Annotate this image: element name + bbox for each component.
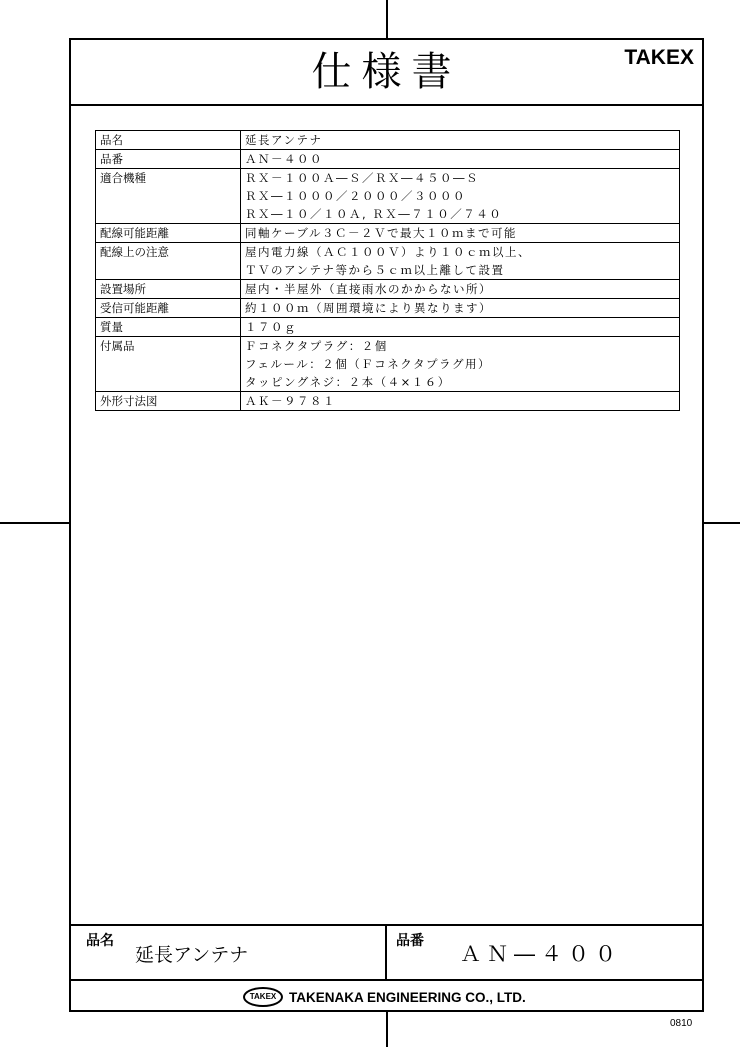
spec-value-line: フェルール：２個（Ｆコネクタプラグ用） [245, 357, 491, 371]
spec-key: 付属品 [96, 337, 241, 392]
spec-key: 品名 [96, 131, 241, 150]
footer-number-value: ＡＮ―４００ [460, 942, 622, 966]
spec-value-line: Ｆコネクタプラグ：２個 [245, 339, 388, 353]
spec-value-line: タッピングネジ：２本（４×１６） [245, 375, 451, 389]
spec-value [241, 280, 680, 299]
page-title: 仕様書 [311, 49, 462, 95]
company-name: TAKENAKA ENGINEERING CO., LTD. [289, 989, 526, 1005]
spec-value [241, 224, 680, 243]
footer-name-value: 延長アンテナ [135, 944, 249, 966]
spec-value-line: １７０ｇ [245, 320, 297, 334]
spec-value [241, 150, 680, 169]
spec-value-line: ＴＶのアンテナ等から５ｃｍ以上離して設置 [245, 263, 505, 277]
spec-value [241, 337, 680, 392]
footer-divider-middle [385, 924, 387, 980]
spec-row [96, 299, 680, 318]
spec-value-line: 延長アンテナ [245, 133, 323, 147]
spec-row [96, 243, 680, 280]
footer-number-label: 品番 [396, 933, 424, 949]
spec-table [95, 130, 680, 411]
crop-mark-bottom [386, 1012, 388, 1047]
footer-divider-bottom [69, 979, 704, 981]
spec-value [241, 243, 680, 280]
header-divider [69, 104, 704, 106]
spec-key: 設置場所 [96, 280, 241, 299]
spec-value-line: ＡＫ－９７８１ [245, 394, 336, 408]
spec-row [96, 150, 680, 169]
crop-mark-left [0, 522, 69, 524]
spec-row [96, 318, 680, 337]
spec-row [96, 169, 680, 224]
spec-row [96, 131, 680, 150]
spec-key: 質量 [96, 318, 241, 337]
spec-value [241, 318, 680, 337]
spec-row [96, 224, 680, 243]
spec-key: 適合機種 [96, 169, 241, 224]
spec-value-line: 屋内・半屋外（直接雨水のかからない所） [245, 282, 492, 296]
document-code: 0810 [670, 1018, 693, 1029]
spec-key: 品番 [96, 150, 241, 169]
spec-value [241, 169, 680, 224]
spec-value [241, 299, 680, 318]
footer-name-label: 品名 [86, 933, 114, 949]
spec-value [241, 392, 680, 411]
spec-value-line: ＲＸ－１００Ａ―Ｓ／ＲＸ―４５０―Ｓ [245, 171, 479, 185]
spec-row [96, 392, 680, 411]
spec-value-line: ＲＸ―１０／１０Ａ, ＲＸ―７１０／７４０ [245, 207, 503, 221]
company-logo: TAKEX [243, 987, 283, 1007]
spec-value [241, 131, 680, 150]
spec-key: 外形寸法図 [96, 392, 241, 411]
spec-value-line: ＲＸ―１０００／２０００／３０００ [245, 189, 466, 203]
spec-value-line: ＡＮ－４００ [245, 152, 323, 166]
spec-key: 配線上の注意 [96, 243, 241, 280]
spec-value-line: 屋内電力線（ＡＣ１００Ｖ）より１０ｃｍ以上、 [245, 245, 531, 259]
company-block [243, 984, 526, 1010]
spec-row [96, 337, 680, 392]
spec-key: 受信可能距離 [96, 299, 241, 318]
spec-row [96, 280, 680, 299]
crop-mark-top [386, 0, 388, 38]
spec-key: 配線可能距離 [96, 224, 241, 243]
spec-value-line: 約１００ｍ（周囲環境により異なります） [245, 301, 492, 315]
spec-value-line: 同軸ケーブル３Ｃ－２Ｖで最大１０ｍまで可能 [245, 226, 517, 240]
brand-logo: TAKEX [624, 46, 694, 69]
crop-mark-right [704, 522, 740, 524]
